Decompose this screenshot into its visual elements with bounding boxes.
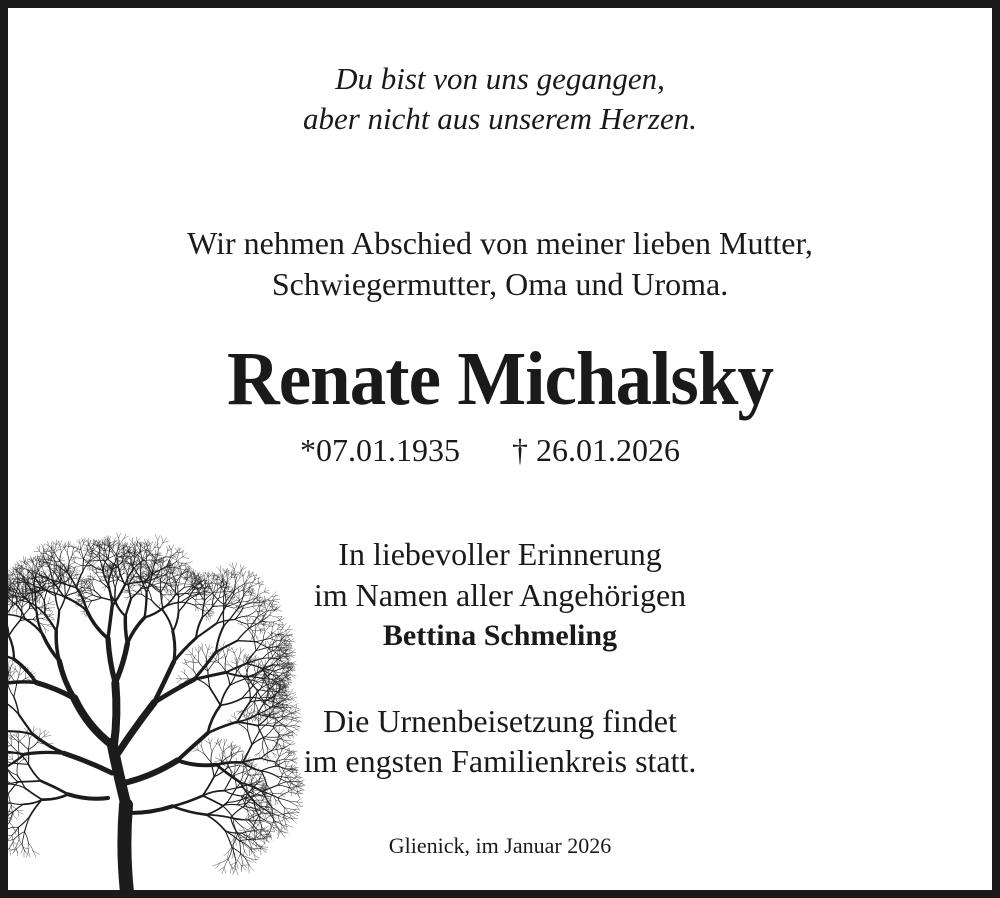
tree-branch	[176, 678, 181, 679]
tree-branch	[276, 685, 277, 694]
tree-branch	[14, 684, 17, 697]
tree-branch	[2, 577, 4, 582]
tree-branch	[16, 670, 19, 675]
tree-branch	[231, 577, 236, 578]
tree-branch	[9, 674, 13, 679]
tree-branch	[286, 824, 293, 827]
tree-branch	[0, 610, 1, 612]
tree-branch	[187, 665, 193, 670]
tree-branch	[0, 731, 5, 745]
tree-branch	[278, 792, 288, 798]
tree-branch	[0, 675, 4, 676]
tree-branch	[173, 573, 178, 575]
tree-branch	[0, 590, 6, 591]
tree-branch	[248, 684, 250, 702]
tree-branch	[177, 679, 181, 682]
tree-branch	[184, 669, 185, 674]
tree-branch	[290, 689, 294, 695]
tree-branch	[191, 655, 194, 662]
tree-branch	[286, 824, 288, 831]
tree-branch	[2, 667, 6, 671]
tree-branch	[0, 587, 2, 592]
tree-branch	[221, 685, 230, 705]
tree-branch	[1, 825, 6, 828]
tree-branch	[206, 616, 209, 621]
tree-branch	[0, 695, 5, 702]
tree-branch	[234, 653, 237, 661]
tree-branch	[0, 607, 7, 615]
tree-branch	[193, 655, 196, 662]
tree-branch	[278, 798, 289, 801]
tree-branch	[4, 672, 5, 679]
tree-branch	[2, 590, 7, 592]
tree-branch	[88, 575, 91, 577]
tree-branch	[285, 658, 290, 659]
tree-branch	[194, 570, 196, 574]
tree-branch	[90, 573, 91, 577]
tree-branch	[1, 825, 2, 831]
tree-branch	[0, 674, 5, 679]
tree-branch	[0, 596, 5, 598]
tree-branch	[296, 806, 302, 807]
tree-branch	[0, 592, 3, 595]
tree-branch	[0, 678, 4, 683]
tree-branch	[2, 621, 6, 622]
tree-branch	[0, 673, 4, 676]
tree-branch	[0, 586, 2, 588]
motto-line-1: Du bist von uns gegangen,	[335, 61, 665, 96]
tree-branch	[264, 738, 274, 740]
tree-branch	[185, 674, 189, 679]
tree-branch	[128, 806, 173, 813]
tree-branch	[281, 660, 284, 665]
tree-branch	[278, 785, 290, 788]
tree-branch	[270, 615, 277, 617]
tree-branch	[190, 662, 199, 663]
tree-branch	[2, 583, 7, 587]
tree-branch	[1, 670, 6, 671]
tree-branch	[4, 667, 6, 672]
tree-branch	[0, 717, 5, 732]
tree-branch	[2, 618, 4, 622]
tree-branch	[273, 665, 282, 666]
tree-branch	[198, 680, 209, 688]
tree-branch	[2, 587, 4, 591]
tree-branch	[8, 571, 12, 576]
tree-branch	[82, 611, 84, 614]
tree-branch	[6, 659, 7, 665]
tree-branch	[0, 594, 5, 596]
tree-branch	[2, 604, 7, 606]
tree-branch	[286, 818, 290, 822]
tree-branch	[0, 683, 4, 691]
tree-branch	[0, 651, 14, 659]
tree-branch	[5, 689, 6, 703]
tree-branch	[1, 823, 7, 825]
tree-branch	[276, 822, 282, 824]
tree-branch	[0, 582, 2, 585]
tree-branch	[0, 820, 1, 825]
tree-branch	[247, 616, 256, 617]
tree-branch	[291, 818, 296, 823]
tree-branch	[276, 821, 282, 823]
tree-branch	[3, 598, 6, 601]
tree-branch	[293, 809, 299, 812]
tree-branch	[204, 572, 206, 576]
tree-branch	[3, 662, 8, 665]
tree-branch	[4, 598, 7, 602]
tree-branch	[142, 574, 146, 577]
tree-branch	[292, 813, 298, 816]
tree-branch	[2, 605, 6, 607]
tree-branch	[0, 598, 4, 606]
tree-branch	[275, 800, 276, 806]
tree-branch	[2, 599, 7, 601]
tree-branch	[184, 662, 190, 663]
tree-branch	[281, 824, 286, 830]
tree-branch	[291, 656, 295, 658]
tree-branch	[247, 612, 255, 616]
tree-branch	[3, 622, 7, 624]
tree-branch	[5, 605, 7, 610]
tree-branch	[7, 660, 11, 665]
tree-branch	[49, 616, 54, 618]
farewell-line-2: Schwiegermutter, Oma und Uroma.	[271, 266, 729, 302]
tree-branch	[124, 573, 130, 574]
tree-branch	[4, 576, 6, 580]
tree-branch	[1, 601, 6, 602]
tree-branch	[237, 658, 240, 664]
tree-branch	[2, 620, 6, 621]
tree-branch	[243, 571, 246, 576]
tree-branch	[203, 650, 207, 659]
tree-branch	[206, 650, 208, 658]
tree-branch	[0, 671, 1, 675]
tree-branch	[0, 583, 2, 587]
tree-branch	[4, 597, 7, 606]
tree-branch	[263, 651, 272, 658]
tree-branch	[1, 590, 7, 597]
tree-branch	[3, 624, 6, 626]
tree-branch	[0, 703, 5, 704]
tree-branch	[0, 612, 5, 618]
tree-branch	[1, 581, 2, 586]
tree-branch	[238, 611, 243, 612]
tree-branch	[173, 796, 203, 807]
tree-branch	[292, 661, 296, 664]
tree-branch	[1, 583, 6, 584]
tree-branch	[277, 616, 282, 617]
tree-branch	[0, 587, 2, 590]
tree-branch	[291, 675, 296, 679]
tree-branch	[211, 662, 219, 663]
tree-branch	[201, 574, 205, 576]
motto-line-2: aber nicht aus unserem Herzen.	[302, 101, 698, 136]
tree-branch	[1, 579, 7, 583]
tree-branch	[210, 688, 221, 706]
tree-branch	[243, 655, 244, 662]
tree-branch	[280, 790, 284, 794]
tree-branch	[1, 581, 5, 583]
tree-branch	[0, 580, 4, 582]
tree-branch	[296, 806, 299, 811]
tree-branch	[3, 579, 5, 584]
tree-branch	[205, 572, 209, 577]
farewell-line-1: Wir nehmen Abschied von meiner lieben Mutter,	[187, 225, 813, 261]
tree-branch	[297, 802, 301, 806]
tree-branch	[237, 653, 240, 660]
tree-branch	[226, 651, 228, 659]
tree-branch	[5, 679, 6, 688]
tree-branch	[268, 701, 269, 705]
tree-branch	[0, 621, 2, 623]
tree-branch	[1, 675, 7, 683]
birth-date: *07.01.1935	[300, 432, 460, 468]
tree-branch	[255, 690, 257, 702]
tree-branch	[179, 571, 180, 575]
tree-branch	[291, 699, 296, 702]
tree-branch	[236, 571, 241, 579]
tree-branch	[0, 583, 1, 589]
tree-branch	[262, 661, 264, 667]
tree-branch	[8, 684, 14, 697]
tree-branch	[0, 727, 5, 732]
tree-branch	[297, 799, 301, 802]
tree-branch	[0, 830, 1, 834]
tree-branch	[2, 578, 6, 580]
tree-branch	[2, 580, 6, 581]
tree-branch	[288, 792, 296, 793]
tree-branch	[0, 668, 1, 675]
tree-branch	[219, 662, 226, 670]
tree-branch	[1, 667, 4, 672]
tree-branch	[2, 586, 6, 592]
tree-branch	[279, 829, 285, 833]
tree-branch	[208, 613, 214, 614]
tree-branch	[4, 817, 11, 819]
tree-branch	[208, 671, 210, 688]
tree-branch	[287, 682, 290, 685]
tree-branch	[4, 605, 5, 618]
bare-tree-illustration	[0, 453, 320, 898]
tree-branch	[297, 790, 303, 792]
tree-branch	[296, 778, 301, 782]
deceased-name: Renate Michalsky	[227, 337, 773, 421]
tree-branch	[225, 664, 232, 667]
tree-branch	[0, 592, 2, 598]
tree-branch	[0, 664, 2, 668]
death-date: † 26.01.2026	[512, 432, 680, 468]
tree-branch	[225, 658, 226, 670]
tree-branch	[3, 595, 7, 598]
tree-branch	[0, 586, 1, 590]
